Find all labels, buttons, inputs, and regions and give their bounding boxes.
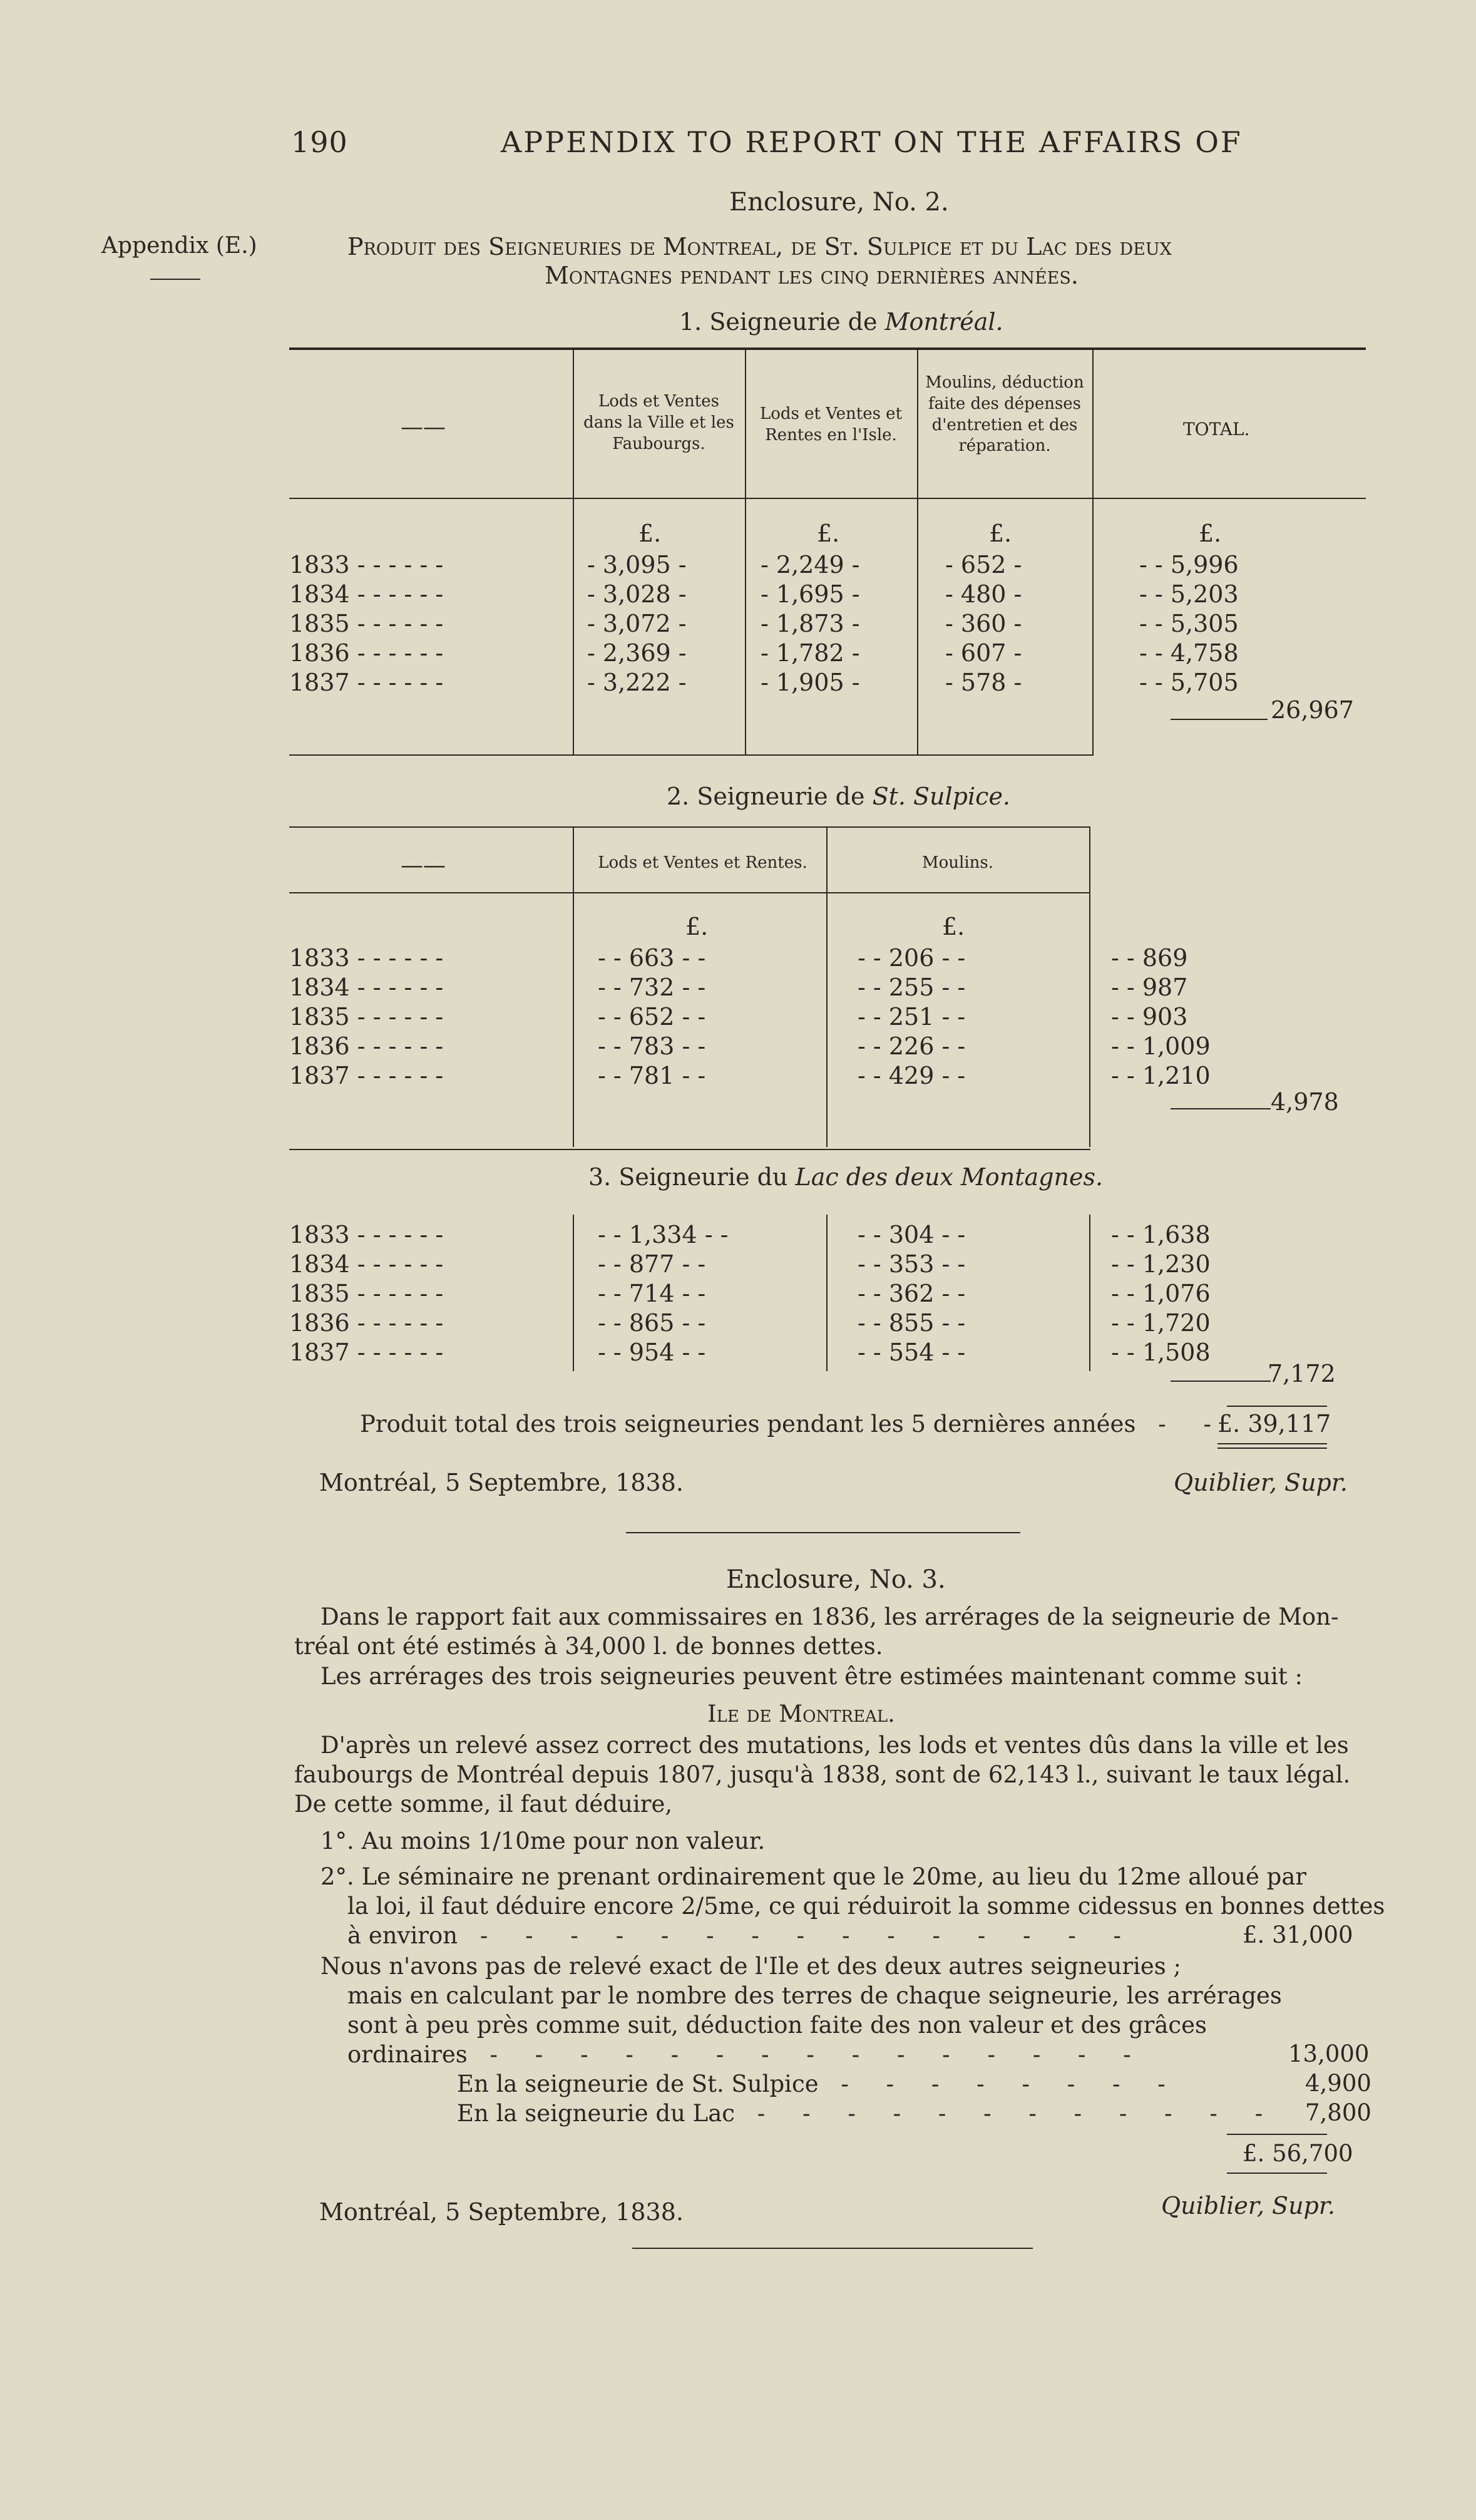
montreal-currency-3: £. (989, 520, 1012, 547)
enclosure-3-heading: Enclosure, No. 3. (726, 1565, 946, 1594)
enclosure-3-item2-value: £. 31,000 (1243, 1921, 1353, 1948)
enclosure-3-p1-line1: Dans le rapport fait aux commissaires en 1836, les arrérages de la seigneurie de Mon- (320, 1603, 1339, 1630)
running-title: APPENDIX TO REPORT ON THE AFFAIRS OF (501, 125, 1243, 159)
lac-b-1833: - - 304 - - (858, 1221, 966, 1248)
enclosure-3-item2-line3-text: à environ (347, 1922, 458, 1949)
sulpice-col1-header: Lods et Ventes et Rentes. (598, 853, 807, 872)
final-divider (632, 2248, 1033, 2249)
sulpice-col-divider-1 (573, 828, 574, 1147)
enclosure-3-total-rule (1227, 2134, 1327, 2135)
lac-col-divider-2 (826, 1215, 828, 1371)
sulpice-b-1836: - - 226 - - (858, 1032, 966, 1060)
lac-t-1835: - - 1,076 (1111, 1280, 1211, 1307)
montreal-currency-4: £. (1199, 520, 1222, 547)
enclosure-3-item2-line1: 2°. Le séminaire ne prenant ordinairement que le 20me, au lieu du 12me alloué par (320, 1863, 1307, 1890)
lac-year-1836: 1836 - - - - - - (289, 1309, 444, 1337)
enclosure-3-p3-line2: faubourgs de Montréal depuis 1807, jusqu'à 1838, sont de 62,143 l., suivant le taux légal. (294, 1761, 1351, 1788)
enclosure-3-place-date: Montréal, 5 Septembre, 1838. (319, 2198, 684, 2226)
lac-section-title (588, 1163, 1103, 1191)
montreal-sum-rule (1171, 719, 1268, 720)
enclosure-3-p2: Les arrérages des trois seigneuries peuvent être estimées maintenant comme suit : (320, 1663, 1303, 1690)
montreal-c-1836: - 607 - (945, 639, 1022, 667)
montreal-b-1837: - 1,905 - (761, 669, 860, 696)
enclosure-3-lac-label: En la seigneurie du Lac (457, 2100, 735, 2127)
enclosure-2-title-line1: Produit des Seigneuries de Montreal, de St. Sulpice et du Lac des deux (347, 233, 1172, 260)
montreal-a-1836: - 2,369 - (587, 639, 687, 667)
montreal-col-dash: —— (401, 414, 446, 440)
sulpice-top-rule (289, 826, 1090, 828)
lac-top-rule (289, 1149, 1090, 1150)
sulpice-b-1834: - - 255 - - (858, 974, 966, 1001)
enclosure-3-signature: Quiblier, Supr. (1161, 2192, 1335, 2219)
lac-a-1834: - - 877 - - (598, 1250, 706, 1278)
montreal-col1-header: Lods et Ventes dans la Ville et les Faubourgs. (583, 392, 734, 453)
montreal-year-1836: 1836 - - - - - - (289, 639, 444, 667)
total-rule-2 (1217, 1448, 1327, 1449)
montreal-b-1834: - 1,695 - (761, 580, 860, 608)
montreal-t-1836: - - 4,758 (1139, 639, 1239, 667)
enclosure-3-sulpice-value: 4,900 (1305, 2070, 1371, 2097)
sulpice-sum: 4,978 (1271, 1088, 1339, 1116)
montreal-c-1835: - 360 - (945, 610, 1022, 637)
enclosure-3-subhead: Ile de Montreal. (707, 1700, 895, 1727)
lac-t-1833: - - 1,638 (1111, 1221, 1211, 1248)
enclosure-3-item2-line2: la loi, il faut déduire encore 2/5me, ce qui réduiroit la somme cidessus en bonnes dettes (347, 1893, 1385, 1920)
montreal-bottom-rule (289, 754, 1094, 756)
sulpice-year-1837: 1837 - - - - - - (289, 1062, 444, 1089)
sulpice-sum-rule (1171, 1108, 1271, 1109)
sulpice-currency-2: £. (942, 913, 965, 940)
montreal-year-1834: 1834 - - - - - - (289, 580, 444, 608)
lac-b-1837: - - 554 - - (858, 1339, 966, 1366)
sulpice-t-1834: - - 987 (1111, 974, 1188, 1001)
montreal-a-1833: - 3,095 - (587, 551, 687, 579)
enclosure-3-p4-line2: mais en calculant par le nombre des terres de chaque seigneurie, les arrérages (347, 1982, 1282, 2009)
montreal-col2-header: Lods et Ventes et Rentes en l'Isle. (759, 404, 903, 445)
sulpice-a-1836: - - 783 - - (598, 1032, 706, 1060)
lac-t-1834: - - 1,230 (1111, 1250, 1211, 1278)
montreal-section-title (679, 308, 1003, 336)
lac-a-1837: - - 954 - - (598, 1339, 706, 1366)
montreal-sum: 26,967 (1271, 696, 1354, 724)
section-divider (626, 1532, 1020, 1533)
montreal-title-prefix: 1. Seigneurie de (679, 308, 885, 336)
lac-t-1837: - - 1,508 (1111, 1339, 1211, 1366)
sulpice-t-1833: - - 869 (1111, 944, 1188, 972)
enclosure-3-total: £. 56,700 (1243, 2140, 1353, 2167)
sulpice-col2-header: Moulins. (921, 853, 993, 872)
sulpice-title-name: St. Sulpice. (872, 783, 1011, 810)
lac-year-1833: 1833 - - - - - - (289, 1221, 444, 1248)
sulpice-year-1833: 1833 - - - - - - (289, 944, 444, 972)
sulpice-col-divider-2 (826, 828, 828, 1147)
lac-a-1836: - - 865 - - (598, 1309, 706, 1337)
montreal-currency-1: £. (638, 520, 662, 547)
montreal-c-1837: - 578 - (945, 669, 1022, 696)
side-label-rule (150, 279, 200, 280)
sulpice-title-prefix: 2. Seigneurie de (667, 783, 873, 810)
montreal-c-1834: - 480 - (945, 580, 1022, 608)
sulpice-b-1833: - - 206 - - (858, 944, 966, 972)
montreal-a-1837: - 3,222 - (587, 669, 687, 696)
sulpice-year-1836: 1836 - - - - - - (289, 1032, 444, 1060)
enclosure-3-lac-line: En la seigneurie du Lac - - - - - - - - - - - - (457, 2100, 1278, 2127)
sulpice-t-1837: - - 1,210 (1111, 1062, 1211, 1089)
enclosure-3-item2-line3: à environ - - - - - - - - - - - - - - - (347, 1922, 1137, 1949)
enclosure-3-p4-line3: sont à peu près comme suit, déduction faite des non valeur et des grâces (347, 2012, 1207, 2039)
total-rule-1 (1217, 1443, 1327, 1444)
montreal-col4-header: TOTAL. (1183, 419, 1250, 440)
montreal-c-1833: - 652 - (945, 551, 1022, 579)
total-value: £. 39,117 (1217, 1410, 1331, 1437)
sulpice-header-rule (289, 892, 1090, 893)
enclosure-2-heading: Enclosure, No. 2. (729, 188, 949, 217)
lac-title-prefix: 3. Seigneurie du (588, 1163, 796, 1191)
enclosure-2-title-line2 (545, 262, 1079, 289)
enclosure-3-p4-line4: ordinaires - - - - - - - - - - - - - - - (347, 2041, 1146, 2068)
montreal-header-rule (289, 498, 1366, 499)
sulpice-a-1834: - - 732 - - (598, 974, 706, 1001)
montreal-a-1834: - 3,028 - (587, 580, 687, 608)
sulpice-a-1835: - - 652 - - (598, 1003, 706, 1031)
enclosure-3-item1: 1°. Au moins 1/10me pour non valeur. (320, 1828, 766, 1854)
sulpice-a-1833: - - 663 - - (598, 944, 706, 972)
montreal-t-1837: - - 5,705 (1139, 669, 1239, 696)
lac-a-1835: - - 714 - - (598, 1280, 706, 1307)
lac-col-divider-1 (573, 1215, 574, 1371)
enclosure-3-p3-line1: D'après un relevé assez correct des mutations, les lods et ventes dûs dans la ville et les (320, 1732, 1349, 1759)
total-label-text: Produit total des trois seigneuries pendant les 5 dernières années (360, 1411, 1136, 1437)
sulpice-t-1836: - - 1,009 (1111, 1032, 1211, 1060)
sulpice-a-1837: - - 781 - - (598, 1062, 706, 1089)
enclosure-3-p4-line4-text: ordinaires (347, 2041, 468, 2068)
montreal-year-1835: 1835 - - - - - - (289, 610, 444, 637)
sulpice-section-title (667, 783, 1010, 810)
montreal-col-divider-4 (1092, 349, 1094, 754)
montreal-t-1833: - - 5,996 (1139, 551, 1239, 579)
enclosure-3-lac-value: 7,800 (1305, 2099, 1371, 2126)
montreal-t-1834: - - 5,203 (1139, 580, 1239, 608)
enclosure-3-p4-line1: Nous n'avons pas de relevé exact de l'Ile et des deux autres seigneuries ; (320, 1953, 1181, 1980)
lac-b-1836: - - 855 - - (858, 1309, 966, 1337)
montreal-b-1833: - 2,249 - (761, 551, 860, 579)
montreal-a-1835: - 3,072 - (587, 610, 687, 637)
montreal-t-1835: - - 5,305 (1139, 610, 1239, 637)
montreal-title-name: Montréal. (884, 308, 1003, 336)
montreal-col3-header: Moulins, déduction faite des dépenses d'entretien et des réparation. (925, 373, 1084, 456)
sulpice-t-1835: - - 903 (1111, 1003, 1188, 1031)
sulpice-b-1837: - - 429 - - (858, 1062, 966, 1089)
lac-b-1834: - - 353 - - (858, 1250, 966, 1278)
sulpice-col-dash: —— (401, 853, 446, 878)
lac-sum-rule (1171, 1381, 1271, 1382)
montreal-col-divider-1 (573, 349, 574, 754)
sulpice-year-1835: 1835 - - - - - - (289, 1003, 444, 1031)
enclosure-3-sulpice-line: En la seigneurie de St. Sulpice - - - - - - - - (457, 2070, 1181, 2097)
sulpice-year-1834: 1834 - - - - - - (289, 974, 444, 1001)
enclosure-3-sulpice-label: En la seigneurie de St. Sulpice (457, 2070, 819, 2097)
montreal-currency-2: £. (817, 520, 840, 547)
montreal-b-1835: - 1,873 - (761, 610, 860, 637)
sulpice-col-divider-3 (1089, 828, 1090, 1147)
montreal-year-1833: 1833 - - - - - - (289, 551, 444, 579)
enclosure-3-p1-line2: tréal ont été estimés à 34,000 l. de bonnes dettes. (294, 1633, 883, 1660)
lac-col-divider-3 (1089, 1215, 1090, 1371)
lac-year-1835: 1835 - - - - - - (289, 1280, 444, 1307)
lac-b-1835: - - 362 - - (858, 1280, 966, 1307)
lac-sum: 7,172 (1268, 1360, 1336, 1387)
lac-a-1833: - - 1,334 - - (598, 1221, 729, 1248)
enclosure-2-place-date: Montréal, 5 Septembre, 1838. (319, 1469, 684, 1496)
enclosure-2-title-line2-text: Montagnes pendant les cinq dernières années. (545, 262, 1079, 289)
sulpice-b-1835: - - 251 - - (858, 1003, 966, 1031)
enclosure-3-total-rule-bottom (1227, 2173, 1327, 2174)
sulpice-currency-1: £. (685, 913, 709, 940)
lac-year-1834: 1834 - - - - - - (289, 1250, 444, 1278)
montreal-b-1836: - 1,782 - (761, 639, 860, 667)
montreal-year-1837: 1837 - - - - - - (289, 669, 444, 696)
lac-sum-rule-2 (1227, 1406, 1327, 1407)
enclosure-3-p3-line3: De cette somme, il faut déduire, (294, 1791, 673, 1818)
page-number: 190 (291, 125, 348, 159)
montreal-top-rule (289, 347, 1366, 350)
appendix-side-label: Appendix (E.) (101, 233, 257, 259)
enclosure-3-p4-value: 13,000 (1288, 2040, 1370, 2067)
total-label: Produit total des trois seigneuries pendant les 5 dernières années - - (360, 1411, 1226, 1437)
enclosure-2-signature: Quiblier, Supr. (1174, 1469, 1348, 1496)
lac-year-1837: 1837 - - - - - - (289, 1339, 444, 1366)
lac-title-name: Lac des deux Montagnes. (795, 1163, 1104, 1191)
montreal-col-divider-3 (917, 349, 918, 754)
montreal-col-divider-2 (745, 349, 746, 754)
lac-t-1836: - - 1,720 (1111, 1309, 1211, 1337)
